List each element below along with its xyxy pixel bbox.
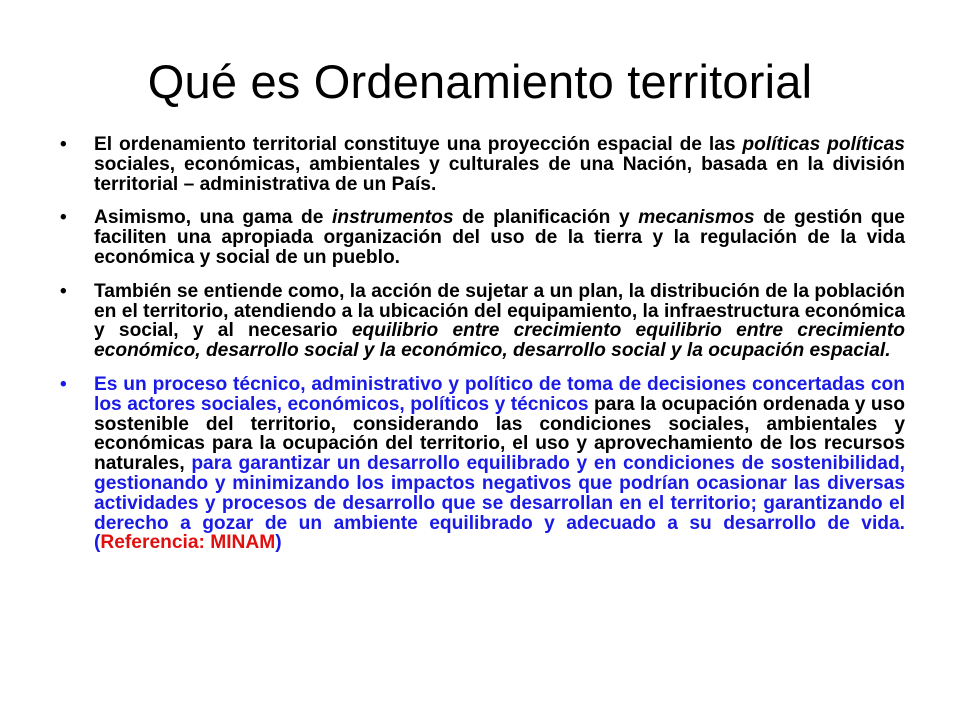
bullet-icon: • [60, 207, 67, 229]
bullet-icon: • [60, 134, 67, 155]
bullet-text: El ordenamiento territorial constituye una proyección espacial de las [94, 134, 743, 155]
bullet-emphasis: instrumentos [332, 207, 454, 229]
bullet-text-black: para la ocupación ordenada y uso sostenible del territorio, considerando las condiciones sociales, ambientales y económicas para la ocupación del territorio, el uso y aprovechamiento de los recursos naturales, [94, 393, 905, 475]
bullet-text-blue: para garantizar un desarrollo equilibrado y en condiciones de sostenibilidad, gestionando y minimizando los impactos negativos que podrían ocasionar las diversas actividades y procesos de desarrollo que se desarrollan en el territorio; garantizando el derecho a gozar de un ambiente equilibrado y adecuado a su desarrollo de vida. ( [94, 453, 905, 554]
bullet-text: sociales, económicas, ambientales y culturales de una Nación, basada en la división territorial – administrativa de un País. [94, 153, 905, 195]
bullet-text-blue: Es un proceso técnico, administrativo y político de toma de decisiones concertadas con los actores sociales, económicos, políticos y técnicos [94, 373, 905, 415]
reference-citation: Referencia: MINAM [100, 532, 276, 554]
bullet-item-plan [60, 282, 905, 361]
bullet-item-process [60, 375, 905, 553]
bullet-text: También se entiende como, la acción de sujetar a un plan, la distribución de la población en el territorio, atendiendo a la ubicación del equipamiento, la infraestructura económica y social, y al necesario [94, 280, 905, 342]
bullet-icon: • [60, 280, 67, 302]
slide-title: Qué es Ordenamiento territorial [147, 55, 813, 108]
bullet-text: Asimismo, una gama de [94, 207, 333, 229]
bullet-emphasis: políticas políticas [742, 134, 905, 155]
bullet-list [60, 135, 905, 567]
bullet-text-blue: ) [275, 532, 282, 554]
bullet-text: de gestión que faciliten una apropiada organización del uso de la tierra y la regulación de la vida económica y social de un pueblo. [94, 207, 905, 268]
bullet-icon: • [60, 373, 67, 395]
bullet-item-instruments [60, 208, 905, 267]
bullet-item-definition [60, 135, 905, 194]
bullet-emphasis: equilibrio entre crecimiento equilibrio entre crecimiento económico, desarrollo social y la económico, desarrollo social y la ocupación espacial. [94, 320, 906, 362]
bullet-text: de planificación y [453, 207, 639, 229]
bullet-emphasis: mecanismos [638, 207, 755, 229]
